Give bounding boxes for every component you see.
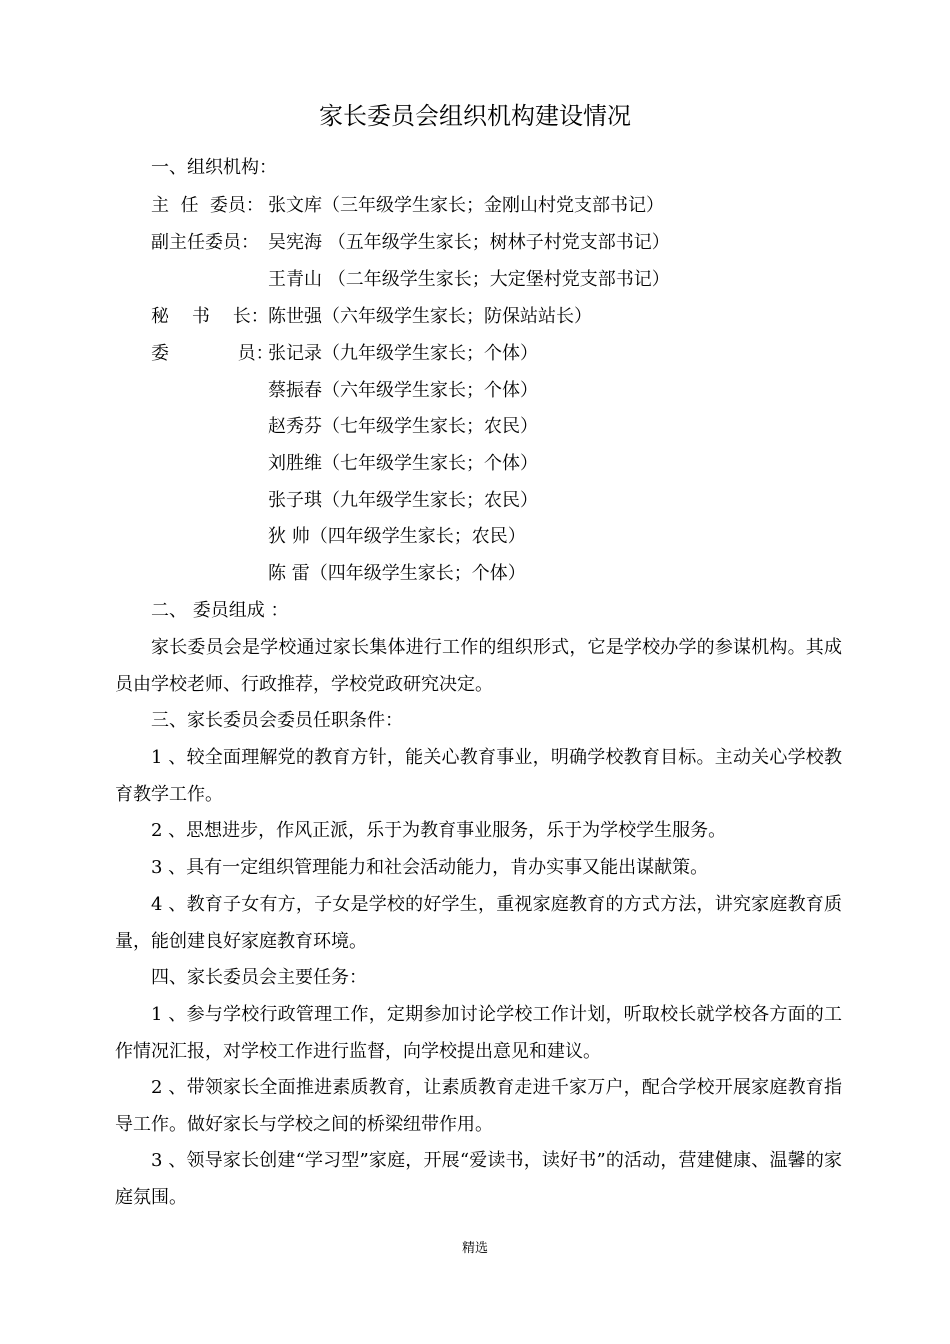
chair-value: 张文库（三年级学生家长；金刚山村党支部书记） [268, 195, 664, 216]
member-item: 陈 雷（四年级学生家长；个体） [268, 563, 526, 584]
section-4-item: 3 、领导家长创建“学习型”家庭，开展“爱读书，读好书”的活动，营建健康、温馨的家庭氛围。 [115, 1150, 842, 1208]
members-row [151, 341, 538, 367]
chair-row [151, 193, 664, 219]
secretary-value: 陈世强（六年级学生家长；防保站站长） [268, 306, 592, 327]
member-item: 张子琪（九年级学生家长；农民） [268, 490, 538, 511]
chair-label: 主 任 委员： [151, 195, 264, 216]
secretary-label: 秘 书 长： [151, 306, 269, 327]
section-3-item: 1 、较全面理解党的教育方针，能关心教育事业，明确学校教育目标。主动关心学校教育教学工作。 [115, 747, 842, 805]
member-item: 张记录（九年级学生家长；个体） [268, 343, 538, 364]
secretary-row [151, 304, 592, 330]
vice-chair-label: 副主任委员： [151, 232, 259, 253]
section-3-item: 2 、思想进步，作风正派，乐于为教育事业服务，乐于为学校学生服务。 [151, 820, 727, 841]
section-2-heading: 二、 委员组成 ： [151, 600, 289, 621]
section-4-item: 2 、带领家长全面推进素质教育，让素质教育走进千家万户，配合学校开展家庭教育指导工作。做好家长与学校之间的桥梁纽带作用。 [115, 1077, 842, 1135]
section-3-heading: 三、家长委员会委员任职条件： [151, 710, 403, 731]
member-item: 蔡振春（六年级学生家长；个体） [268, 380, 538, 401]
member-item: 刘胜维（七年级学生家长；个体） [268, 453, 538, 474]
section-3-item: 3 、具有一定组织管理能力和社会活动能力，肯办实事又能出谋献策。 [151, 857, 709, 878]
section-4-heading: 四、家长委员会主要任务： [151, 967, 367, 988]
vice-chair-row-2: 王青山 （二年级学生家长；大定堡村党支部书记） [268, 269, 670, 290]
section-3-item: 4 、教育子女有方，子女是学校的好学生，重视家庭教育的方式方法，讲究家庭教育质量，能创建良好家庭教育环境。 [115, 894, 842, 952]
document-title: 家长委员会组织机构建设情况 [319, 102, 631, 130]
section-1-heading: 一、组织机构： [151, 157, 277, 178]
vice-chair-value: 吴宪海 （五年级学生家长；树林子村党支部书记） [268, 232, 670, 253]
member-item: 狄 帅（四年级学生家长；农民） [268, 526, 526, 547]
page-footer: 精选 [461, 1241, 488, 1256]
section-4-item: 1 、参与学校行政管理工作，定期参加讨论学校工作计划，听取校长就学校各方面的工作情况汇报，对学校工作进行监督，向学校提出意见和建议。 [115, 1004, 842, 1062]
section-2-paragraph: 家长委员会是学校通过家长集体进行工作的组织形式，它是学校办学的参谋机构。其成员由学校老师、行政推荐，学校党政研究决定。 [115, 637, 842, 695]
vice-chair-row [151, 230, 670, 256]
members-label: 委 员： [151, 343, 274, 364]
member-item: 赵秀芬（七年级学生家长；农民） [268, 416, 538, 437]
